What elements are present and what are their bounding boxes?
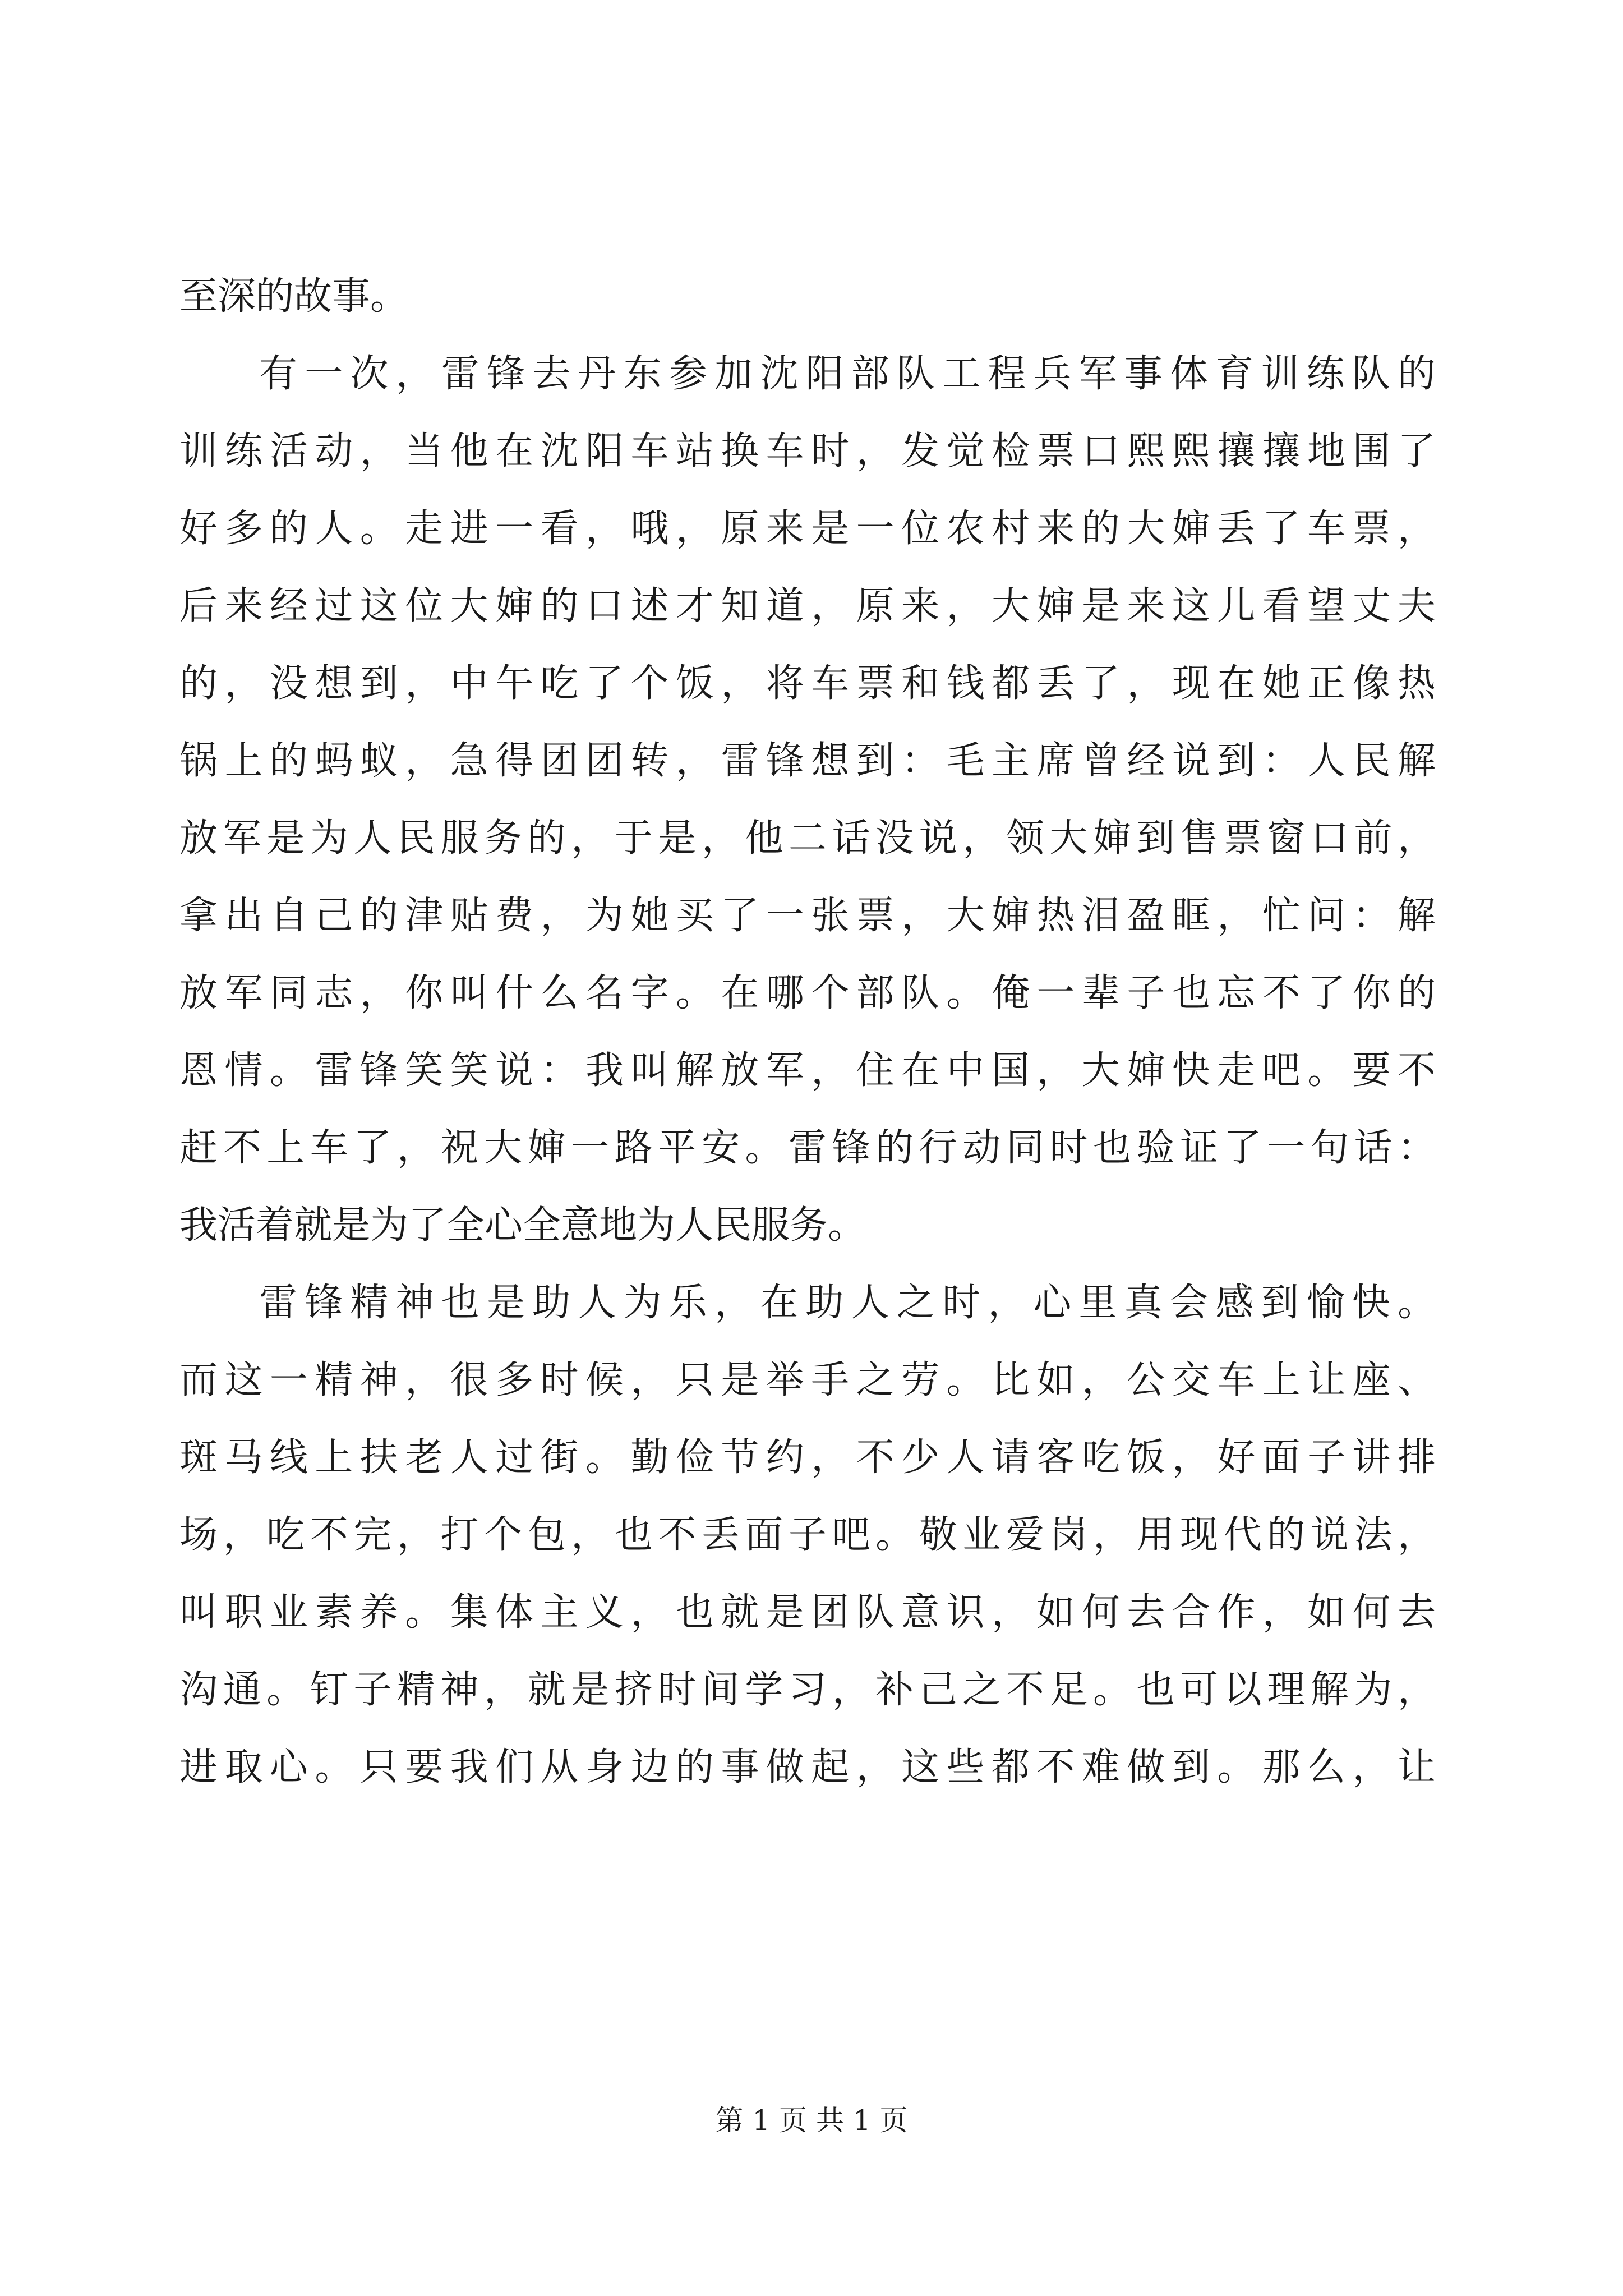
text-line: 拿出自己的津贴费，为她买了一张票，大婶热泪盈眶，忙问：解 [179, 894, 1436, 938]
text-line: 训练活动，当他在沈阳车站换车时，发觉检票口熙熙攘攘地围了 [179, 429, 1436, 473]
text-line: 放军是为人民服务的，于是，他二话没说，领大婶到售票窗口前， [179, 816, 1436, 861]
text-line: 沟通。钉子精神，就是挤时间学习，补己之不足。也可以理解为， [179, 1668, 1436, 1712]
text-line: 恩情。雷锋笑笑说：我叫解放军，住在中国，大婶快走吧。要不 [179, 1048, 1436, 1093]
text-line: 赶不上车了，祝大婶一路平安。雷锋的行动同时也验证了一句话： [179, 1126, 1436, 1170]
text-line: 斑马线上扶老人过街。勤俭节约，不少人请客吃饭，好面子讲排 [179, 1435, 1436, 1480]
document-body [179, 258, 1436, 1806]
text-line: 放军同志，你叫什么名字。在哪个部队。俺一辈子也忘不了你的 [179, 971, 1436, 1015]
text-line: 雷锋精神也是助人为乐，在助人之时，心里真会感到愉快。 [259, 1281, 1436, 1325]
text-line: 后来经过这位大婶的口述才知道，原来，大婶是来这儿看望丈夫 [179, 584, 1436, 628]
text-line: 好多的人。走进一看，哦，原来是一位农村来的大婶丢了车票， [179, 507, 1436, 551]
text-line: 我活着就是为了全心全意地为人民服务。 [179, 1203, 866, 1248]
text-line: 至深的故事。 [179, 274, 409, 319]
page-number-label: 第 1 页 共 1 页 [715, 2104, 908, 2137]
page-footer [0, 2101, 1623, 2140]
text-line: 叫职业素养。集体主义，也就是团队意识，如何去合作，如何去 [179, 1590, 1436, 1635]
text-line: 有一次，雷锋去丹东参加沈阳部队工程兵军事体育训练队的 [259, 352, 1436, 396]
text-line: 的，没想到，中午吃了个饭，将车票和钱都丢了，现在她正像热 [179, 661, 1436, 706]
text-line: 场，吃不完，打个包，也不丢面子吧。敬业爱岗，用现代的说法， [179, 1513, 1436, 1557]
text-line: 进取心。只要我们从身边的事做起，这些都不难做到。那么，让 [179, 1745, 1436, 1789]
text-line: 锅上的蚂蚁，急得团团转，雷锋想到：毛主席曾经说到：人民解 [179, 739, 1436, 783]
text-line: 而这一精神，很多时候，只是举手之劳。比如，公交车上让座、 [179, 1358, 1436, 1402]
